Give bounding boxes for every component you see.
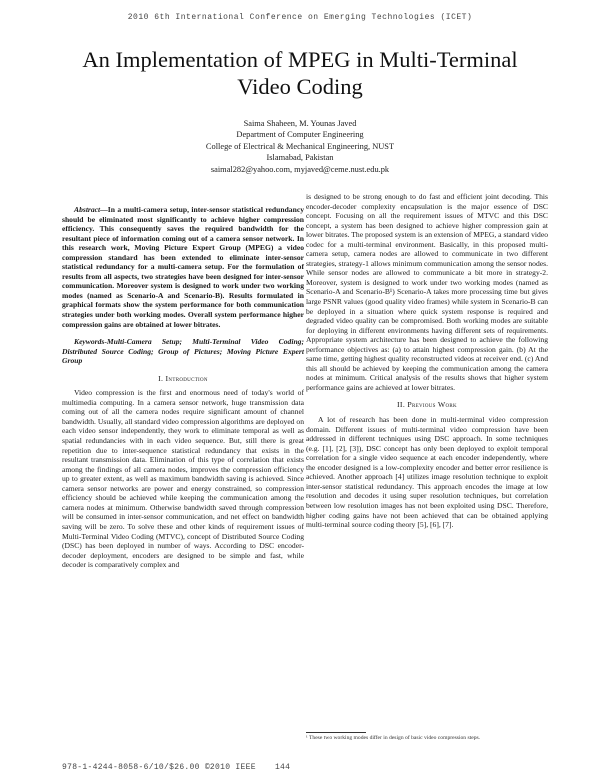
abstract [62,205,304,329]
author-department: Department of Computer Engineering [236,130,364,140]
left-column [62,205,304,570]
running-head: 2010 6th International Conference on Emerging Technologies (ICET) [127,13,473,22]
title-line-1: An Implementation of MPEG in Multi-Terminal [82,47,518,72]
abstract-text: —In a multi-camera setup, inter-sensor statistical redundancy should be eliminated most significantly to achieve higher compression efficiency. This consequently saves the required bandwidth for the resultant piece of information coming out of a camera sensor network. In this research work, Moving Picture Expert Group (MPEG) a video compression standard has been extended to eliminate inter-sensor statistical redundancy for a multi-camera setup. For the formulation of results from all aspects, two strategies have been designed for inter-sensor communication. Moreover system is designed to work under two working modes (named as Scenario-A and Scenario-B). Results formulated in graphical formats show the system performance for both communication strategies under both working modes. Overall system performance higher compression gains are obtained at lower bitrates. [62,205,304,329]
page-number: 144 [274,763,291,772]
keywords: Keywords-Multi-Camera Setup; Multi-Terminal Video Coding; Distributed Source Coding; Group of Pictures; Moving Picture Expert Group [62,337,304,366]
section-heading-introduction: I. Introduction [158,373,208,383]
abstract-label: Abstract [74,205,101,214]
paper-title [40,46,560,100]
previous-work-text: A lot of research has been done in multi-terminal video compression domain. Different issues of multi-terminal video compression have been addressed in different techniques using DSC approach. In some techniques (e.g. [1], [2], [3]), DSC concept has only been deployed to exploit temporal correlation for a single video sequence at each encoder independently, where the encoder designed is a low-complexity encoder and better error resilience is achieved. Another approach [4] utilizes image resolution technique to exploit inter-sensor statistical redundancy. This approach encodes the image at low resolution and decodes it using super resolution techniques, but correlation between low resolution images has not been exploited using DSC. Therefore, higher coding gains have not been achieved that can be obtained applying multi-terminal source coding theory [5], [6], [7]. [306,415,548,530]
footer-isbn: 978-1-4244-8058-6/10/$26.00 ©2010 IEEE [62,763,256,772]
title-line-2: Video Coding [237,74,363,99]
introduction-text: Video compression is the first and enormous need of today's world of multimedia computing. In a camera sensor network, huge transmission data coming out of all the camera nodes require significant amount of channel bandwidth. Usually, all standard video compression algorithms are deployed on each video sensor independently, they work to eliminate temporal as well as spatial redundancies with in each video sequence. But, still there is great repetition due to inter-sequence statistical redundancy that exists in the resultant transmission data. Elimination of this type of correlation that exists among the findings of all camera nodes, improves the compression efficiency up to greater extent, as well as maximum bandwidth saving is achieved. Since camera sensor networks are power and energy constrained, so compression efficiency should be achieved while keeping the communication among the camera nodes at minimum. Otherwise bandwidth saved through compression will be consumed in inter-sensor communication, and net effect on bandwidth saving will be zero. To solve these and other kinds of requirement issues of Multi-Terminal Video Coding (MTVC), concept of Distributed Source Coding (DSC) has been deployed in number of ways. According to DSC encoder-decoder deployment, encoders are designed to be simple and fast, while decoder is comparatively complex and [62,388,304,570]
introduction-continuation: is designed to be strong enough to do fast and efficient joint decoding. This encoder-decoder complexity encapsulation is the major essence of DSC concept. Focusing on all the requirement issues of MTVC and this DSC concept, a system has been designed to achieve higher compression gain at lower bitrates. The proposed system is an extension of MPEG, a standard video codec for a multi-terminal environment. Basically, in this proposed multi-camera setup, camera nodes are allowed to communicate in two different strategies, strategy-1 allows minimum communication among the sensor nodes. While sensor nodes are allowed to communicate a bit more in strategy-2. Moreover, system is designed to work under two working modes (named as Scenario-A and Scenario-B¹) Scenario-A takes more processing time but gives large PSNR values (good quality video frames) while system in Scenario-B can be deployed in a situation where quick system response is required and degraded video quality can be compromised. Both working modes are suitable for deploying in different environments having different sets of requirements. Appropriate system architecture has been designed to achieve the following performance objectives as: (a) to attain highest compression gain. (b) At the same time, getting highest quality reconstructed videos at receiver end. (c) And this all should be achieved by keeping the communication among the camera nodes at minimum. Critical analysis of the results shows that higher system performance gains are achieved at lower bitrates. [306,192,548,392]
author-college: College of Electrical & Mechanical Engineering, NUST [205,141,395,151]
author-city: Islamabad, Pakistan [266,153,334,163]
footnote-divider [306,732,366,733]
author-names: Saima Shaheen, M. Younas Javed [243,119,357,128]
author-email: saimal282@yahoo.com, myjaved@ceme.nust.edu.pk [210,164,390,174]
footnote: ¹ These two working modes differ in design of basic video compression steps. [306,735,481,741]
author-block [0,118,600,175]
right-column [306,192,548,530]
section-heading-previous-work: II. Previous Work [397,400,457,410]
page-footer [62,763,290,772]
